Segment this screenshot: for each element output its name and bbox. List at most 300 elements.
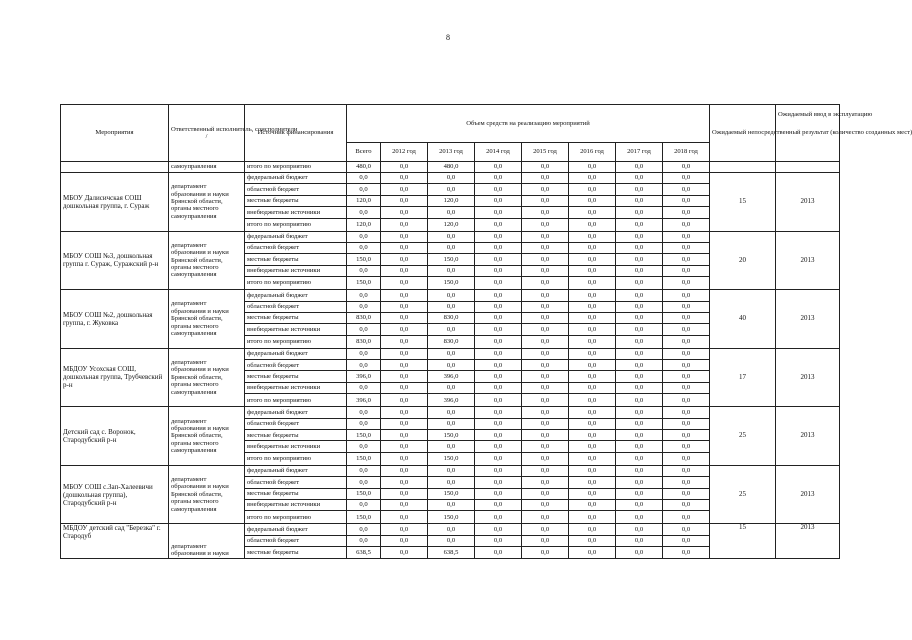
value-cell: 0,0 <box>381 371 428 382</box>
value-cell: 0,0 <box>347 499 381 510</box>
source-cell: областной бюджет <box>245 477 347 488</box>
value-cell: 0,0 <box>347 418 381 429</box>
value-cell: 0,0 <box>347 382 381 393</box>
value-cell: 0,0 <box>522 335 569 348</box>
value-cell: 0,0 <box>475 360 522 371</box>
header-source: Источник финансирования <box>245 105 347 162</box>
source-cell: итого по мероприятию <box>245 511 347 524</box>
value-cell: 0,0 <box>616 195 663 206</box>
value-cell: 830,0 <box>428 312 475 323</box>
value-cell: 0,0 <box>428 348 475 359</box>
activity-name: МБОУ Далисичская СОШ дошкольная группа, г. Сураж <box>61 173 169 232</box>
value-cell: 0,0 <box>616 535 663 546</box>
value-cell: 0,0 <box>522 254 569 265</box>
source-cell: внебюджетные источники <box>245 324 347 335</box>
value-cell: 0,0 <box>475 430 522 441</box>
value-cell: 0,0 <box>616 242 663 253</box>
value-cell: 0,0 <box>475 547 522 558</box>
value-cell: 0,0 <box>475 511 522 524</box>
value-cell: 0,0 <box>475 452 522 465</box>
value-cell: 0,0 <box>475 207 522 218</box>
value-cell: 396,0 <box>428 394 475 407</box>
value-cell: 0,0 <box>522 290 569 301</box>
value-cell: 0,0 <box>381 499 428 510</box>
value-cell: 0,0 <box>347 407 381 418</box>
value-cell: 0,0 <box>522 324 569 335</box>
value-cell: 0,0 <box>569 360 616 371</box>
activity-name: МБДОУ детский сад "Березка" г. Стародуб <box>61 524 169 558</box>
source-cell: местные бюджеты <box>245 371 347 382</box>
value-cell: 0,0 <box>616 547 663 558</box>
source-cell: областной бюджет <box>245 184 347 195</box>
value-cell: 0,0 <box>569 524 616 535</box>
value-cell: 0,0 <box>616 360 663 371</box>
value-cell: 0,0 <box>569 290 616 301</box>
value-cell: 0,0 <box>569 465 616 476</box>
value-cell: 0,0 <box>569 441 616 452</box>
value-cell: 0,0 <box>381 290 428 301</box>
value-cell: 0,0 <box>347 535 381 546</box>
header-year: 2013 год <box>428 143 475 162</box>
value-cell: 0,0 <box>569 348 616 359</box>
value-cell: 0,0 <box>381 242 428 253</box>
value-cell: 0,0 <box>569 231 616 242</box>
value-cell: 150,0 <box>347 511 381 524</box>
value-cell: 150,0 <box>347 254 381 265</box>
value-cell: 0,0 <box>381 173 428 184</box>
value-cell: 830,0 <box>347 312 381 323</box>
value-cell: 0,0 <box>428 441 475 452</box>
value-cell: 0,0 <box>475 394 522 407</box>
value-cell: 0,0 <box>569 242 616 253</box>
value-cell: 0,0 <box>522 477 569 488</box>
value-cell: 0,0 <box>428 265 475 276</box>
value-cell: 0,0 <box>381 535 428 546</box>
value-cell: 0,0 <box>616 371 663 382</box>
value-cell: 0,0 <box>381 312 428 323</box>
value-cell: 0,0 <box>569 195 616 206</box>
value-cell: 0,0 <box>475 382 522 393</box>
value-cell: 0,0 <box>475 173 522 184</box>
source-cell: областной бюджет <box>245 301 347 312</box>
value-cell: 0,0 <box>381 301 428 312</box>
value-cell: 0,0 <box>616 477 663 488</box>
value-cell: 0,0 <box>475 324 522 335</box>
responsible-cell: департамент образования и науки Брянской области, органы местного самоуправления <box>169 407 245 466</box>
value-cell: 0,0 <box>663 290 710 301</box>
result-cell: 40 <box>710 290 776 349</box>
value-cell: 0,0 <box>347 242 381 253</box>
value-cell: 0,0 <box>347 465 381 476</box>
value-cell: 0,0 <box>663 535 710 546</box>
value-cell: 0,0 <box>347 348 381 359</box>
value-cell: 0,0 <box>616 335 663 348</box>
source-cell: итого по мероприятию <box>245 452 347 465</box>
commission-cell: 2013 <box>776 173 840 232</box>
value-cell: 150,0 <box>428 430 475 441</box>
value-cell: 0,0 <box>663 371 710 382</box>
value-cell: 0,0 <box>522 242 569 253</box>
value-cell: 0,0 <box>381 407 428 418</box>
commission-cell: 2013 <box>776 290 840 349</box>
value-cell: 0,0 <box>381 441 428 452</box>
header-result: Ожидаемый непосредственный результат (количество созданных мест) <box>710 105 776 162</box>
value-cell: 0,0 <box>616 488 663 499</box>
value-cell: 396,0 <box>347 394 381 407</box>
value-cell: 0,0 <box>616 418 663 429</box>
value-cell: 0,0 <box>616 207 663 218</box>
source-cell: местные бюджеты <box>245 254 347 265</box>
value-cell: 0,0 <box>475 371 522 382</box>
source-cell: итого по мероприятию <box>245 218 347 231</box>
value-cell: 0,0 <box>381 335 428 348</box>
value-cell: 0,0 <box>616 312 663 323</box>
value-cell: 150,0 <box>347 452 381 465</box>
value-cell: 0,0 <box>522 207 569 218</box>
header-year: 2018 год <box>663 143 710 162</box>
value-cell: 0,0 <box>663 265 710 276</box>
value-cell: 150,0 <box>428 511 475 524</box>
value-cell: 150,0 <box>428 254 475 265</box>
value-cell: 0,0 <box>663 184 710 195</box>
value-cell: 0,0 <box>381 382 428 393</box>
source-cell: итого по мероприятию <box>245 277 347 290</box>
value-cell: 0,0 <box>663 242 710 253</box>
header-volume: Объем средств на реализацию мероприятий <box>347 105 710 143</box>
value-cell: 0,0 <box>569 418 616 429</box>
value-cell: 638,5 <box>347 547 381 558</box>
value-cell: 120,0 <box>347 218 381 231</box>
source-cell: областной бюджет <box>245 360 347 371</box>
responsible-cell: департамент образования и науки Брянской области, органы местного самоуправления <box>169 290 245 349</box>
value-cell: 0,0 <box>569 184 616 195</box>
value-cell: 0,0 <box>569 312 616 323</box>
header-year: 2012 год <box>381 143 428 162</box>
funding-table <box>60 104 912 559</box>
value-cell: 0,0 <box>616 301 663 312</box>
value-cell: 0,0 <box>663 195 710 206</box>
value-cell: 0,0 <box>381 477 428 488</box>
responsible-cell: департамент образования и науки Брянской области, органы местного самоуправления <box>169 173 245 232</box>
value-cell: 0,0 <box>347 173 381 184</box>
value-cell: 0,0 <box>569 207 616 218</box>
value-cell: 0,0 <box>522 184 569 195</box>
value-cell: 0,0 <box>381 452 428 465</box>
value-cell: 0,0 <box>381 195 428 206</box>
value-cell: 0,0 <box>616 511 663 524</box>
value-cell: 396,0 <box>347 371 381 382</box>
value-cell: 0,0 <box>616 499 663 510</box>
value-cell: 0,0 <box>475 524 522 535</box>
value-cell: 0,0 <box>663 324 710 335</box>
value-cell: 0,0 <box>616 231 663 242</box>
header-total: Всего <box>347 143 381 162</box>
value-cell: 0,0 <box>428 301 475 312</box>
value-cell: 0,0 <box>569 335 616 348</box>
value-cell: 480,0 <box>428 162 475 173</box>
value-cell: 0,0 <box>522 195 569 206</box>
value-cell: 0,0 <box>663 418 710 429</box>
value-cell: 0,0 <box>381 184 428 195</box>
header-year: 2014 год <box>475 143 522 162</box>
table-row <box>61 524 840 535</box>
value-cell: 0,0 <box>522 312 569 323</box>
source-cell: итого по мероприятию <box>245 394 347 407</box>
value-cell: 0,0 <box>616 524 663 535</box>
source-cell: внебюджетные источники <box>245 265 347 276</box>
value-cell: 0,0 <box>475 265 522 276</box>
value-cell: 0,0 <box>569 407 616 418</box>
source-cell: местные бюджеты <box>245 195 347 206</box>
value-cell: 0,0 <box>475 231 522 242</box>
value-cell: 0,0 <box>569 173 616 184</box>
value-cell: 0,0 <box>475 162 522 173</box>
source-cell: федеральный бюджет <box>245 407 347 418</box>
continuation-row <box>61 162 840 173</box>
value-cell: 0,0 <box>663 430 710 441</box>
value-cell: 0,0 <box>522 301 569 312</box>
table-row <box>61 231 840 242</box>
value-cell: 0,0 <box>347 290 381 301</box>
value-cell: 0,0 <box>475 335 522 348</box>
value-cell: 0,0 <box>663 452 710 465</box>
value-cell: 0,0 <box>475 407 522 418</box>
activity-name: МБОУ СОШ №3, дошкольная группа г. Сураж, Суражский р-н <box>61 231 169 290</box>
result-cell: 15 <box>710 524 776 558</box>
table-row <box>61 348 840 359</box>
value-cell: 0,0 <box>381 265 428 276</box>
responsible-cell: департамент образования и науки Брянской области, органы местного самоуправления <box>169 465 245 524</box>
value-cell: 0,0 <box>522 218 569 231</box>
source-cell: местные бюджеты <box>245 430 347 441</box>
value-cell: 0,0 <box>522 277 569 290</box>
value-cell: 0,0 <box>663 335 710 348</box>
value-cell: 0,0 <box>475 290 522 301</box>
value-cell: 0,0 <box>475 184 522 195</box>
value-cell: 0,0 <box>475 218 522 231</box>
value-cell: 0,0 <box>381 231 428 242</box>
value-cell: 0,0 <box>663 218 710 231</box>
value-cell: 0,0 <box>522 499 569 510</box>
value-cell: 0,0 <box>475 348 522 359</box>
header-year: 2016 год <box>569 143 616 162</box>
commission-cell <box>776 162 840 173</box>
value-cell: 0,0 <box>347 184 381 195</box>
result-cell: 15 <box>710 173 776 232</box>
header-responsible-label: Ответственный исполнитель, соисполнители <box>171 125 298 133</box>
value-cell: 0,0 <box>475 277 522 290</box>
value-cell: 0,0 <box>475 312 522 323</box>
value-cell: 0,0 <box>347 524 381 535</box>
value-cell: 0,0 <box>569 324 616 335</box>
table-row <box>61 290 840 301</box>
value-cell: 0,0 <box>381 511 428 524</box>
value-cell: 0,0 <box>381 547 428 558</box>
commission-cell: 2013 <box>776 348 840 407</box>
value-cell: 0,0 <box>569 547 616 558</box>
value-cell: 0,0 <box>428 173 475 184</box>
value-cell: 0,0 <box>663 254 710 265</box>
value-cell: 0,0 <box>475 488 522 499</box>
value-cell: 0,0 <box>522 162 569 173</box>
value-cell: 0,0 <box>616 290 663 301</box>
value-cell: 0,0 <box>381 488 428 499</box>
value-cell: 0,0 <box>475 477 522 488</box>
value-cell: 0,0 <box>569 301 616 312</box>
commission-cell: 2013 <box>776 407 840 466</box>
value-cell: 0,0 <box>663 277 710 290</box>
source-cell: областной бюджет <box>245 535 347 546</box>
value-cell: 0,0 <box>663 511 710 524</box>
value-cell: 0,0 <box>663 360 710 371</box>
value-cell: 0,0 <box>428 465 475 476</box>
value-cell: 0,0 <box>569 382 616 393</box>
value-cell: 0,0 <box>522 382 569 393</box>
value-cell: 0,0 <box>616 465 663 476</box>
value-cell: 0,0 <box>522 430 569 441</box>
result-cell: 17 <box>710 348 776 407</box>
value-cell: 0,0 <box>475 535 522 546</box>
value-cell: 150,0 <box>347 488 381 499</box>
responsible-cell: департамент образования и науки Брянской области, органы местного самоуправления <box>169 231 245 290</box>
value-cell: 0,0 <box>347 207 381 218</box>
commission-cell: 2013 <box>776 524 840 558</box>
value-cell: 0,0 <box>616 407 663 418</box>
value-cell: 0,0 <box>347 360 381 371</box>
continuation-responsible: самоуправления <box>169 162 245 173</box>
value-cell: 0,0 <box>381 394 428 407</box>
value-cell: 0,0 <box>522 394 569 407</box>
value-cell: 0,0 <box>616 162 663 173</box>
value-cell: 0,0 <box>616 277 663 290</box>
responsible-cell: департамент образования и науки <box>169 524 245 558</box>
value-cell: 0,0 <box>522 441 569 452</box>
value-cell: 0,0 <box>616 430 663 441</box>
value-cell: 0,0 <box>663 488 710 499</box>
value-cell: 0,0 <box>663 231 710 242</box>
value-cell: 0,0 <box>475 254 522 265</box>
value-cell: 0,0 <box>522 231 569 242</box>
source-cell: местные бюджеты <box>245 488 347 499</box>
value-cell: 0,0 <box>663 394 710 407</box>
value-cell: 0,0 <box>569 535 616 546</box>
source-cell: федеральный бюджет <box>245 173 347 184</box>
value-cell: 0,0 <box>522 360 569 371</box>
value-cell: 0,0 <box>616 218 663 231</box>
value-cell: 0,0 <box>569 162 616 173</box>
value-cell: 0,0 <box>663 301 710 312</box>
value-cell: 0,0 <box>663 348 710 359</box>
table-row <box>61 407 840 418</box>
value-cell: 0,0 <box>522 418 569 429</box>
header-responsible-mark: / <box>205 133 208 140</box>
value-cell: 0,0 <box>569 477 616 488</box>
responsible-cell: департамент образования и науки Брянской области, органы местного самоуправления <box>169 348 245 407</box>
value-cell: 0,0 <box>475 195 522 206</box>
value-cell: 0,0 <box>428 242 475 253</box>
value-cell: 0,0 <box>347 265 381 276</box>
value-cell: 150,0 <box>347 277 381 290</box>
value-cell: 0,0 <box>522 173 569 184</box>
value-cell: 0,0 <box>616 173 663 184</box>
value-cell: 0,0 <box>663 465 710 476</box>
value-cell: 0,0 <box>569 394 616 407</box>
value-cell: 830,0 <box>347 335 381 348</box>
value-cell: 0,0 <box>428 207 475 218</box>
value-cell: 0,0 <box>616 348 663 359</box>
value-cell: 0,0 <box>381 162 428 173</box>
value-cell: 0,0 <box>663 207 710 218</box>
value-cell: 0,0 <box>428 290 475 301</box>
value-cell: 0,0 <box>381 254 428 265</box>
value-cell: 0,0 <box>663 441 710 452</box>
value-cell: 0,0 <box>522 452 569 465</box>
source-cell: внебюджетные источники <box>245 499 347 510</box>
value-cell: 0,0 <box>475 418 522 429</box>
header-commission: Ожидаемый ввод в эксплуатацию <box>776 105 840 162</box>
activity-name: МБОУ СОШ с.Зап-Халеевичи (дошкольная группа), Стародубский р-н <box>61 465 169 524</box>
commission-cell: 2013 <box>776 231 840 290</box>
source-cell: внебюджетные источники <box>245 441 347 452</box>
value-cell: 0,0 <box>428 231 475 242</box>
value-cell: 0,0 <box>522 535 569 546</box>
source-cell: федеральный бюджет <box>245 231 347 242</box>
value-cell: 0,0 <box>616 382 663 393</box>
value-cell: 0,0 <box>475 242 522 253</box>
value-cell: 0,0 <box>428 477 475 488</box>
source-cell: итого по мероприятию <box>245 335 347 348</box>
activity-name: МБДОУ Усохская СОШ, дошкольная группа, Трубчевский р-н <box>61 348 169 407</box>
value-cell: 0,0 <box>475 499 522 510</box>
activity-name: МБОУ СОШ №2, дошкольная группа, г. Жуковка <box>61 290 169 349</box>
value-cell: 0,0 <box>347 324 381 335</box>
value-cell: 0,0 <box>381 277 428 290</box>
value-cell: 0,0 <box>522 371 569 382</box>
value-cell: 0,0 <box>522 524 569 535</box>
value-cell: 0,0 <box>522 465 569 476</box>
value-cell: 0,0 <box>663 407 710 418</box>
value-cell: 0,0 <box>569 254 616 265</box>
value-cell: 638,5 <box>428 547 475 558</box>
value-cell: 0,0 <box>663 477 710 488</box>
source-cell: областной бюджет <box>245 242 347 253</box>
value-cell: 0,0 <box>428 382 475 393</box>
value-cell: 0,0 <box>475 465 522 476</box>
source-cell: областной бюджет <box>245 418 347 429</box>
source-cell: внебюджетные источники <box>245 382 347 393</box>
value-cell: 0,0 <box>663 312 710 323</box>
value-cell: 0,0 <box>347 441 381 452</box>
value-cell: 0,0 <box>522 407 569 418</box>
value-cell: 0,0 <box>616 324 663 335</box>
header-year: 2015 год <box>522 143 569 162</box>
value-cell: 150,0 <box>428 488 475 499</box>
table-row <box>61 173 840 184</box>
value-cell: 0,0 <box>569 218 616 231</box>
value-cell: 0,0 <box>663 382 710 393</box>
value-cell: 150,0 <box>347 430 381 441</box>
activity-name: Детский сад с. Воронок, Стародубский р-н <box>61 407 169 466</box>
result-cell: 20 <box>710 231 776 290</box>
value-cell: 0,0 <box>381 360 428 371</box>
value-cell: 120,0 <box>428 195 475 206</box>
value-cell: 0,0 <box>616 184 663 195</box>
value-cell: 120,0 <box>428 218 475 231</box>
source-cell: внебюджетные источники <box>245 207 347 218</box>
value-cell: 0,0 <box>428 360 475 371</box>
value-cell: 0,0 <box>616 452 663 465</box>
value-cell: 120,0 <box>347 195 381 206</box>
